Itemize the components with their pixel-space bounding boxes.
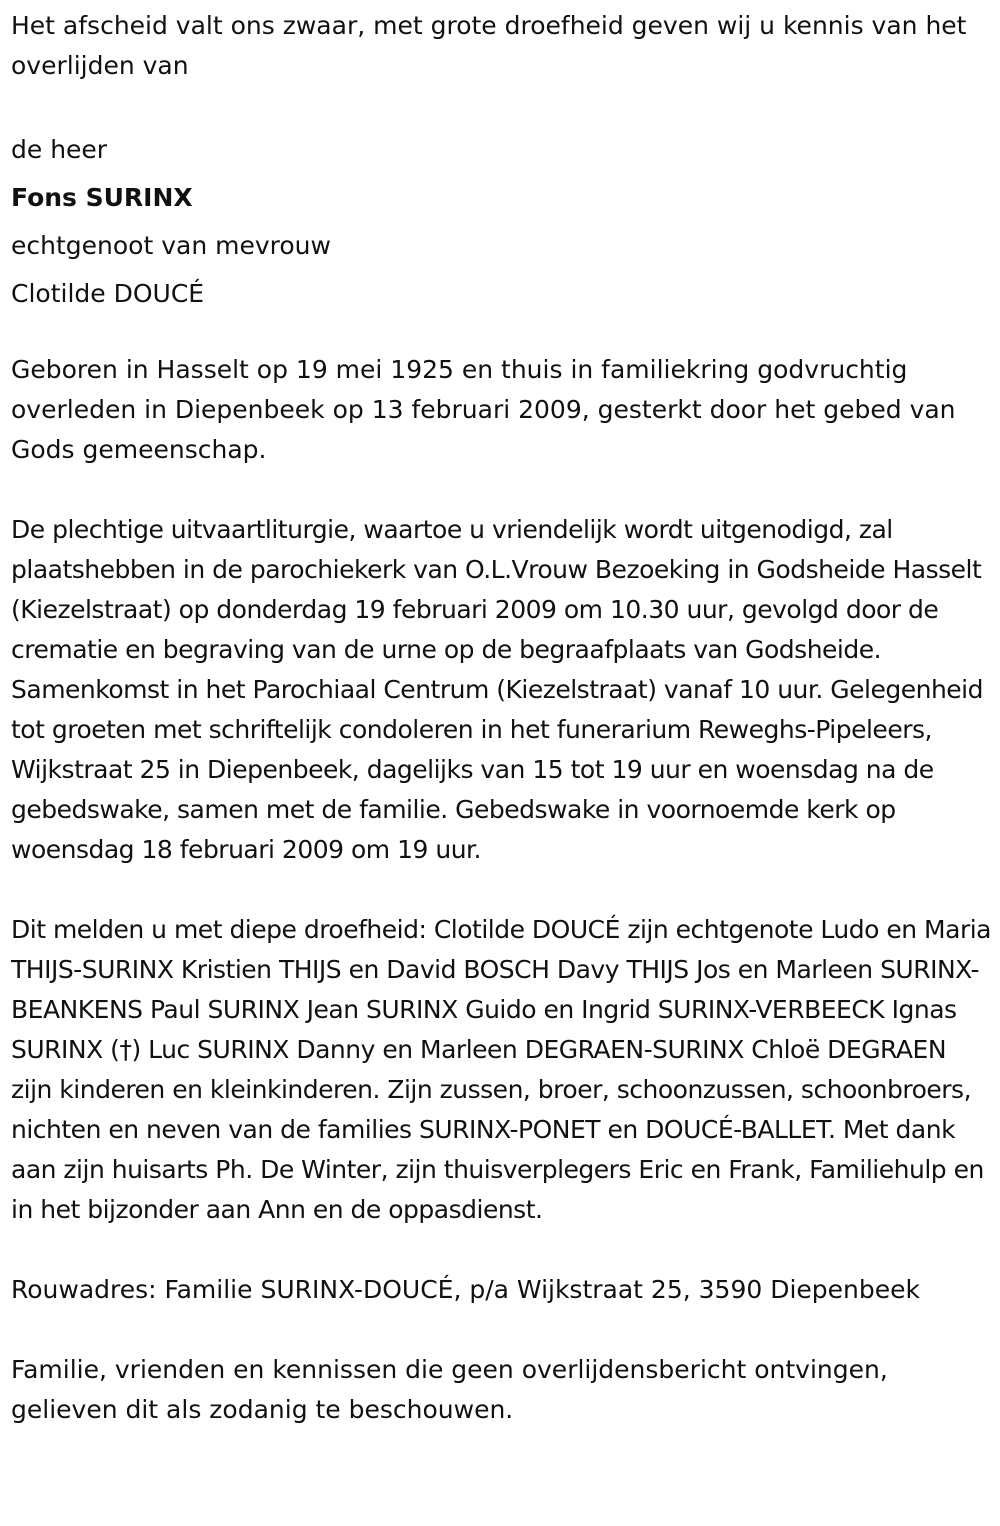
- address-paragraph: Rouwadres: Familie SURINX-DOUCÉ, p/a Wijkstraat 25, 3590 Diepenbeek: [11, 1275, 920, 1304]
- obituary-document: [11, 6, 993, 1430]
- closing-paragraph: Familie, vrienden en kennissen die geen overlijdensbericht ontvingen, gelieven dit als zodanig te beschouwen.: [11, 1355, 888, 1424]
- family-paragraph: Dit melden u met diepe droefheid: Clotilde DOUCÉ zijn echtgenote Ludo en Maria THIJS-SURINX Kristien THIJS en David BOSCH Davy THIJS Jos en Marleen SURINX-BEANKENS Paul SURINX Jean SURINX Guido en Ingrid SURINX-VERBEECK Ignas SURINX (†) Luc SURINX Danny en Marleen DEGRAEN-SURINX Chloë DEGRAEN zijn kinderen en kleinkinderen. Zijn zussen, broer, schoonzussen, schoonbroers, nichten en neven van de families SURINX-PONET en DOUCÉ-BALLET. Met dank aan zijn huisarts Ph. De Winter, zijn thuisverplegers Eric en Frank, Familiehulp en in het bijzonder aan Ann en de oppasdienst.: [11, 915, 991, 1224]
- deceased-header: [11, 126, 993, 318]
- spouse-name: Clotilde DOUCÉ: [11, 279, 205, 308]
- funeral-paragraph: De plechtige uitvaartliturgie, waartoe u vriendelijk wordt uitgenodigd, zal plaatshebben in de parochiekerk van O.L.Vrouw Bezoeking in Godsheide Hasselt (Kiezelstraat) op donderdag 19 februari 2009 om 10.30 uur, gevolgd door de crematie en begraving van de urne op de begraafplaats van Godsheide. Samenkomst in het Parochiaal Centrum (Kiezelstraat) vanaf 10 uur. Gelegenheid tot groeten met schriftelijk condoleren in het funerarium Reweghs-Pipeleers, Wijkstraat 25 in Diepenbeek, dagelijks van 15 tot 19 uur en woensdag na de gebedswake, samen met de familie. Gebedswake in voornoemde kerk op woensdag 18 februari 2009 om 19 uur.: [11, 515, 983, 864]
- intro-text: Het afscheid valt ons zwaar, met grote droefheid geven wij u kennis van het overlijden van: [11, 11, 967, 80]
- relation-text: echtgenoot van mevrouw: [11, 231, 331, 260]
- deceased-name: Fons SURINX: [11, 183, 193, 212]
- birth-death-paragraph: Geboren in Hasselt op 19 mei 1925 en thuis in familiekring godvruchtig overleden in Diepenbeek op 13 februari 2009, gesterkt door het gebed van Gods gemeenschap.: [11, 355, 956, 464]
- salutation: de heer: [11, 135, 108, 164]
